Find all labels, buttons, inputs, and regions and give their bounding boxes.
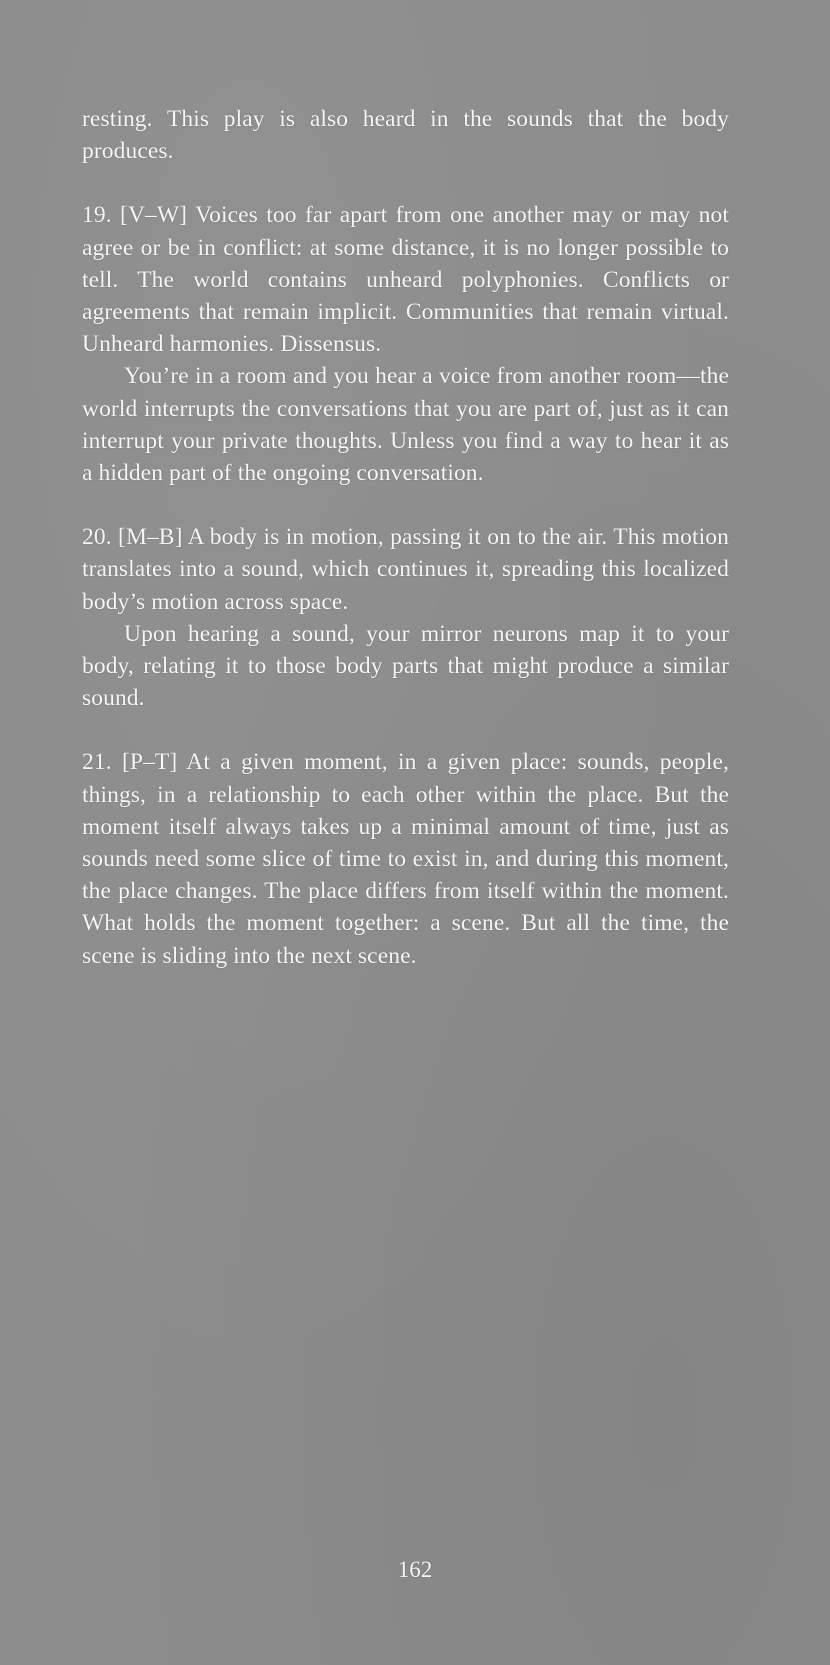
paragraph-18-end: resting. This play is also heard in the sounds that the body produces. xyxy=(82,106,729,165)
paragraph-20-continued: Upon hearing a sound, your mirror neurons map it to your body, relating it to those body parts that might produce a similar sound. xyxy=(82,620,729,712)
paragraph-19: 19. [V–W] Voices too far apart from one another may or may not agree or be in conflict: at some distance, it is no longer possible to tell. The world contains unheard polyphonies. Conflicts or agreements that remain implicit. Communities that remain virtual. Unheard harmonies. Dissensus. xyxy=(82,202,729,358)
paragraph-21: 21. [P–T] At a given moment, in a given place: sounds, people, things, in a relationship to each other within the place. But the moment itself always takes up a minimal amount of time, just as sounds need some slice of time to exist in, and during this moment, the place changes. The place differs from itself within the moment. What holds the moment together: a scene. But all the time, the scene is sliding into the next scene. xyxy=(82,749,729,969)
paragraph-20: 20. [M–B] A body is in motion, passing it on to the air. This motion translates into a sound, which continues it, spreading this localized body’s motion across space. xyxy=(82,524,729,615)
body-text xyxy=(82,103,729,972)
page-number: 162 xyxy=(397,1557,433,1582)
paragraph-19-continued: You’re in a room and you hear a voice from another room—the world interrupts the conversations that you are part of, just as it can interrupt your private thoughts. Unless you find a way to hear it as a hidden part of the ongoing conversation. xyxy=(82,363,729,487)
